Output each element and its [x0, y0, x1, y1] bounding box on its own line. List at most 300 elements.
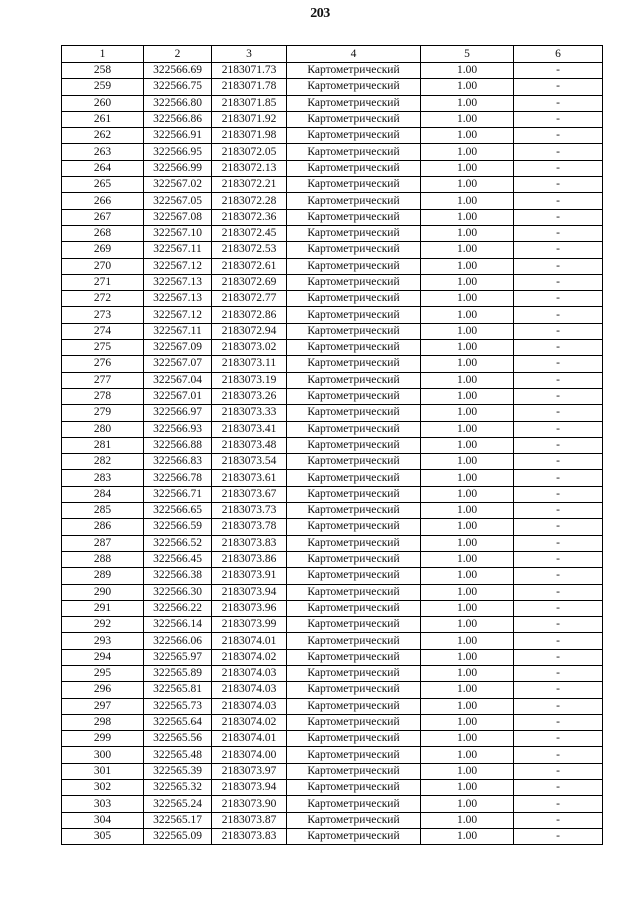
- method-cell: Картометрический: [287, 193, 421, 209]
- point-number-cell: 278: [62, 388, 144, 404]
- description-cell: -: [514, 665, 603, 681]
- method-cell: Картометрический: [287, 307, 421, 323]
- x-coordinate-cell: 322565.81: [144, 682, 212, 698]
- x-coordinate-cell: 322567.08: [144, 209, 212, 225]
- method-cell: Картометрический: [287, 63, 421, 79]
- point-number-cell: 299: [62, 731, 144, 747]
- table-row: [62, 323, 603, 339]
- accuracy-cell: 1.00: [421, 714, 514, 730]
- accuracy-cell: 1.00: [421, 193, 514, 209]
- y-coordinate-cell: 2183072.28: [212, 193, 287, 209]
- y-coordinate-cell: 2183071.92: [212, 111, 287, 127]
- description-cell: -: [514, 519, 603, 535]
- y-coordinate-cell: 2183073.73: [212, 503, 287, 519]
- table-row: [62, 682, 603, 698]
- y-coordinate-cell: 2183073.97: [212, 763, 287, 779]
- description-cell: -: [514, 828, 603, 844]
- table-row: [62, 649, 603, 665]
- header-row: [62, 46, 603, 63]
- x-coordinate-cell: 322565.24: [144, 796, 212, 812]
- accuracy-cell: 1.00: [421, 600, 514, 616]
- y-coordinate-cell: 2183073.91: [212, 568, 287, 584]
- x-coordinate-cell: 322566.65: [144, 503, 212, 519]
- table-row: [62, 617, 603, 633]
- table-row: [62, 63, 603, 79]
- description-cell: -: [514, 111, 603, 127]
- accuracy-cell: 1.00: [421, 160, 514, 176]
- point-number-cell: 274: [62, 323, 144, 339]
- x-coordinate-cell: 322566.30: [144, 584, 212, 600]
- x-coordinate-cell: 322567.13: [144, 274, 212, 290]
- point-number-cell: 263: [62, 144, 144, 160]
- y-coordinate-cell: 2183073.87: [212, 812, 287, 828]
- accuracy-cell: 1.00: [421, 584, 514, 600]
- description-cell: -: [514, 421, 603, 437]
- point-number-cell: 268: [62, 225, 144, 241]
- description-cell: -: [514, 177, 603, 193]
- table-row: [62, 584, 603, 600]
- x-coordinate-cell: 322565.73: [144, 698, 212, 714]
- point-number-cell: 300: [62, 747, 144, 763]
- column-header-2: 2: [144, 46, 212, 63]
- description-cell: -: [514, 584, 603, 600]
- column-header-3: 3: [212, 46, 287, 63]
- method-cell: Картометрический: [287, 812, 421, 828]
- accuracy-cell: 1.00: [421, 763, 514, 779]
- point-number-cell: 288: [62, 551, 144, 567]
- y-coordinate-cell: 2183073.19: [212, 372, 287, 388]
- table-row: [62, 372, 603, 388]
- point-number-cell: 290: [62, 584, 144, 600]
- point-number-cell: 280: [62, 421, 144, 437]
- accuracy-cell: 1.00: [421, 274, 514, 290]
- x-coordinate-cell: 322566.14: [144, 617, 212, 633]
- description-cell: -: [514, 79, 603, 95]
- description-cell: -: [514, 388, 603, 404]
- x-coordinate-cell: 322566.86: [144, 111, 212, 127]
- accuracy-cell: 1.00: [421, 649, 514, 665]
- description-cell: -: [514, 128, 603, 144]
- method-cell: Картометрический: [287, 323, 421, 339]
- y-coordinate-cell: 2183072.36: [212, 209, 287, 225]
- method-cell: Картометрический: [287, 470, 421, 486]
- x-coordinate-cell: 322566.45: [144, 551, 212, 567]
- table-row: [62, 503, 603, 519]
- point-number-cell: 279: [62, 405, 144, 421]
- x-coordinate-cell: 322566.69: [144, 63, 212, 79]
- description-cell: -: [514, 356, 603, 372]
- y-coordinate-cell: 2183073.94: [212, 584, 287, 600]
- accuracy-cell: 1.00: [421, 551, 514, 567]
- y-coordinate-cell: 2183071.98: [212, 128, 287, 144]
- method-cell: Картометрический: [287, 486, 421, 502]
- table-row: [62, 763, 603, 779]
- point-number-cell: 287: [62, 535, 144, 551]
- method-cell: Картометрический: [287, 454, 421, 470]
- x-coordinate-cell: 322567.02: [144, 177, 212, 193]
- accuracy-cell: 1.00: [421, 307, 514, 323]
- table-row: [62, 356, 603, 372]
- method-cell: Картометрический: [287, 682, 421, 698]
- description-cell: -: [514, 144, 603, 160]
- x-coordinate-cell: 322567.09: [144, 340, 212, 356]
- table-row: [62, 780, 603, 796]
- method-cell: Картометрический: [287, 763, 421, 779]
- description-cell: -: [514, 633, 603, 649]
- x-coordinate-cell: 322565.39: [144, 763, 212, 779]
- description-cell: -: [514, 714, 603, 730]
- point-number-cell: 264: [62, 160, 144, 176]
- y-coordinate-cell: 2183072.69: [212, 274, 287, 290]
- point-number-cell: 286: [62, 519, 144, 535]
- y-coordinate-cell: 2183073.54: [212, 454, 287, 470]
- point-number-cell: 305: [62, 828, 144, 844]
- x-coordinate-cell: 322566.52: [144, 535, 212, 551]
- description-cell: -: [514, 209, 603, 225]
- point-number-cell: 293: [62, 633, 144, 649]
- x-coordinate-cell: 322567.11: [144, 242, 212, 258]
- x-coordinate-cell: 322566.97: [144, 405, 212, 421]
- method-cell: Картометрический: [287, 144, 421, 160]
- x-coordinate-cell: 322567.13: [144, 291, 212, 307]
- method-cell: Картометрический: [287, 649, 421, 665]
- x-coordinate-cell: 322565.89: [144, 665, 212, 681]
- point-number-cell: 276: [62, 356, 144, 372]
- method-cell: Картометрический: [287, 291, 421, 307]
- x-coordinate-cell: 322566.22: [144, 600, 212, 616]
- method-cell: Картометрический: [287, 388, 421, 404]
- method-cell: Картометрический: [287, 600, 421, 616]
- table-row: [62, 828, 603, 844]
- y-coordinate-cell: 2183072.53: [212, 242, 287, 258]
- point-number-cell: 289: [62, 568, 144, 584]
- table-row: [62, 421, 603, 437]
- x-coordinate-cell: 322567.12: [144, 258, 212, 274]
- y-coordinate-cell: 2183074.03: [212, 665, 287, 681]
- table-row: [62, 193, 603, 209]
- table-row: [62, 535, 603, 551]
- description-cell: -: [514, 372, 603, 388]
- accuracy-cell: 1.00: [421, 437, 514, 453]
- table-row: [62, 796, 603, 812]
- x-coordinate-cell: 322565.48: [144, 747, 212, 763]
- method-cell: Картометрический: [287, 95, 421, 111]
- accuracy-cell: 1.00: [421, 682, 514, 698]
- table-row: [62, 258, 603, 274]
- method-cell: Картометрический: [287, 698, 421, 714]
- coordinates-table: [61, 45, 603, 845]
- table-row: [62, 551, 603, 567]
- description-cell: -: [514, 682, 603, 698]
- accuracy-cell: 1.00: [421, 568, 514, 584]
- x-coordinate-cell: 322565.17: [144, 812, 212, 828]
- point-number-cell: 298: [62, 714, 144, 730]
- point-number-cell: 282: [62, 454, 144, 470]
- accuracy-cell: 1.00: [421, 323, 514, 339]
- point-number-cell: 304: [62, 812, 144, 828]
- description-cell: -: [514, 405, 603, 421]
- y-coordinate-cell: 2183071.73: [212, 63, 287, 79]
- description-cell: -: [514, 763, 603, 779]
- table-row: [62, 160, 603, 176]
- y-coordinate-cell: 2183072.45: [212, 225, 287, 241]
- method-cell: Картометрический: [287, 274, 421, 290]
- accuracy-cell: 1.00: [421, 780, 514, 796]
- table-row: [62, 437, 603, 453]
- accuracy-cell: 1.00: [421, 128, 514, 144]
- description-cell: -: [514, 747, 603, 763]
- y-coordinate-cell: 2183073.83: [212, 828, 287, 844]
- accuracy-cell: 1.00: [421, 665, 514, 681]
- description-cell: -: [514, 95, 603, 111]
- description-cell: -: [514, 258, 603, 274]
- x-coordinate-cell: 322565.56: [144, 731, 212, 747]
- column-header-1: 1: [62, 46, 144, 63]
- y-coordinate-cell: 2183073.02: [212, 340, 287, 356]
- description-cell: -: [514, 731, 603, 747]
- table-row: [62, 209, 603, 225]
- x-coordinate-cell: 322567.05: [144, 193, 212, 209]
- y-coordinate-cell: 2183072.61: [212, 258, 287, 274]
- point-number-cell: 265: [62, 177, 144, 193]
- method-cell: Картометрический: [287, 796, 421, 812]
- x-coordinate-cell: 322566.59: [144, 519, 212, 535]
- method-cell: Картометрический: [287, 437, 421, 453]
- point-number-cell: 303: [62, 796, 144, 812]
- table-row: [62, 225, 603, 241]
- description-cell: -: [514, 291, 603, 307]
- y-coordinate-cell: 2183074.01: [212, 633, 287, 649]
- x-coordinate-cell: 322566.80: [144, 95, 212, 111]
- accuracy-cell: 1.00: [421, 828, 514, 844]
- accuracy-cell: 1.00: [421, 698, 514, 714]
- x-coordinate-cell: 322566.38: [144, 568, 212, 584]
- method-cell: Картометрический: [287, 177, 421, 193]
- method-cell: Картометрический: [287, 519, 421, 535]
- description-cell: -: [514, 307, 603, 323]
- table-row: [62, 812, 603, 828]
- accuracy-cell: 1.00: [421, 747, 514, 763]
- description-cell: -: [514, 486, 603, 502]
- x-coordinate-cell: 322566.83: [144, 454, 212, 470]
- description-cell: -: [514, 225, 603, 241]
- y-coordinate-cell: 2183073.99: [212, 617, 287, 633]
- y-coordinate-cell: 2183073.83: [212, 535, 287, 551]
- accuracy-cell: 1.00: [421, 95, 514, 111]
- description-cell: -: [514, 551, 603, 567]
- y-coordinate-cell: 2183072.86: [212, 307, 287, 323]
- table-row: [62, 665, 603, 681]
- table-row: [62, 388, 603, 404]
- accuracy-cell: 1.00: [421, 421, 514, 437]
- y-coordinate-cell: 2183073.96: [212, 600, 287, 616]
- table-row: [62, 600, 603, 616]
- method-cell: Картометрический: [287, 128, 421, 144]
- method-cell: Картометрический: [287, 242, 421, 258]
- method-cell: Картометрический: [287, 633, 421, 649]
- y-coordinate-cell: 2183072.21: [212, 177, 287, 193]
- column-header-4: 4: [287, 46, 421, 63]
- accuracy-cell: 1.00: [421, 340, 514, 356]
- accuracy-cell: 1.00: [421, 242, 514, 258]
- point-number-cell: 294: [62, 649, 144, 665]
- method-cell: Картометрический: [287, 209, 421, 225]
- point-number-cell: 260: [62, 95, 144, 111]
- method-cell: Картометрический: [287, 731, 421, 747]
- accuracy-cell: 1.00: [421, 486, 514, 502]
- description-cell: -: [514, 535, 603, 551]
- description-cell: -: [514, 617, 603, 633]
- point-number-cell: 291: [62, 600, 144, 616]
- method-cell: Картометрический: [287, 111, 421, 127]
- point-number-cell: 285: [62, 503, 144, 519]
- accuracy-cell: 1.00: [421, 796, 514, 812]
- accuracy-cell: 1.00: [421, 812, 514, 828]
- method-cell: Картометрический: [287, 551, 421, 567]
- method-cell: Картометрический: [287, 372, 421, 388]
- method-cell: Картометрический: [287, 665, 421, 681]
- table-row: [62, 714, 603, 730]
- description-cell: -: [514, 470, 603, 486]
- point-number-cell: 258: [62, 63, 144, 79]
- y-coordinate-cell: 2183074.00: [212, 747, 287, 763]
- x-coordinate-cell: 322565.64: [144, 714, 212, 730]
- method-cell: Картометрический: [287, 421, 421, 437]
- x-coordinate-cell: 322566.91: [144, 128, 212, 144]
- x-coordinate-cell: 322566.95: [144, 144, 212, 160]
- page-number: 203: [310, 6, 330, 21]
- point-number-cell: 270: [62, 258, 144, 274]
- table-row: [62, 747, 603, 763]
- y-coordinate-cell: 2183074.02: [212, 649, 287, 665]
- y-coordinate-cell: 2183074.01: [212, 731, 287, 747]
- point-number-cell: 261: [62, 111, 144, 127]
- x-coordinate-cell: 322566.78: [144, 470, 212, 486]
- point-number-cell: 266: [62, 193, 144, 209]
- accuracy-cell: 1.00: [421, 258, 514, 274]
- point-number-cell: 297: [62, 698, 144, 714]
- x-coordinate-cell: 322565.09: [144, 828, 212, 844]
- x-coordinate-cell: 322567.04: [144, 372, 212, 388]
- method-cell: Картометрический: [287, 258, 421, 274]
- table-row: [62, 698, 603, 714]
- method-cell: Картометрический: [287, 160, 421, 176]
- point-number-cell: 284: [62, 486, 144, 502]
- table-body: [62, 63, 603, 845]
- accuracy-cell: 1.00: [421, 209, 514, 225]
- accuracy-cell: 1.00: [421, 405, 514, 421]
- point-number-cell: 281: [62, 437, 144, 453]
- accuracy-cell: 1.00: [421, 535, 514, 551]
- accuracy-cell: 1.00: [421, 177, 514, 193]
- description-cell: -: [514, 274, 603, 290]
- description-cell: -: [514, 160, 603, 176]
- point-number-cell: 271: [62, 274, 144, 290]
- method-cell: Картометрический: [287, 780, 421, 796]
- y-coordinate-cell: 2183072.77: [212, 291, 287, 307]
- table-row: [62, 568, 603, 584]
- point-number-cell: 273: [62, 307, 144, 323]
- description-cell: -: [514, 796, 603, 812]
- method-cell: Картометрический: [287, 225, 421, 241]
- description-cell: -: [514, 568, 603, 584]
- x-coordinate-cell: 322566.93: [144, 421, 212, 437]
- table-row: [62, 486, 603, 502]
- description-cell: -: [514, 340, 603, 356]
- accuracy-cell: 1.00: [421, 617, 514, 633]
- y-coordinate-cell: 2183073.94: [212, 780, 287, 796]
- accuracy-cell: 1.00: [421, 356, 514, 372]
- method-cell: Картометрический: [287, 828, 421, 844]
- table-row: [62, 177, 603, 193]
- table-row: [62, 470, 603, 486]
- y-coordinate-cell: 2183074.03: [212, 698, 287, 714]
- x-coordinate-cell: 322566.06: [144, 633, 212, 649]
- x-coordinate-cell: 322565.32: [144, 780, 212, 796]
- accuracy-cell: 1.00: [421, 111, 514, 127]
- point-number-cell: 302: [62, 780, 144, 796]
- accuracy-cell: 1.00: [421, 470, 514, 486]
- point-number-cell: 267: [62, 209, 144, 225]
- x-coordinate-cell: 322566.99: [144, 160, 212, 176]
- description-cell: -: [514, 193, 603, 209]
- table-row: [62, 731, 603, 747]
- accuracy-cell: 1.00: [421, 731, 514, 747]
- accuracy-cell: 1.00: [421, 388, 514, 404]
- table-row: [62, 79, 603, 95]
- method-cell: Картометрический: [287, 79, 421, 95]
- point-number-cell: 272: [62, 291, 144, 307]
- point-number-cell: 269: [62, 242, 144, 258]
- point-number-cell: 296: [62, 682, 144, 698]
- point-number-cell: 292: [62, 617, 144, 633]
- column-header-5: 5: [421, 46, 514, 63]
- description-cell: -: [514, 63, 603, 79]
- accuracy-cell: 1.00: [421, 454, 514, 470]
- x-coordinate-cell: 322566.88: [144, 437, 212, 453]
- table-header: [62, 46, 603, 63]
- method-cell: Картометрический: [287, 568, 421, 584]
- y-coordinate-cell: 2183073.67: [212, 486, 287, 502]
- method-cell: Картометрический: [287, 356, 421, 372]
- x-coordinate-cell: 322565.97: [144, 649, 212, 665]
- y-coordinate-cell: 2183073.11: [212, 356, 287, 372]
- description-cell: -: [514, 698, 603, 714]
- table-row: [62, 454, 603, 470]
- table-row: [62, 111, 603, 127]
- x-coordinate-cell: 322567.12: [144, 307, 212, 323]
- point-number-cell: 277: [62, 372, 144, 388]
- y-coordinate-cell: 2183074.03: [212, 682, 287, 698]
- method-cell: Картометрический: [287, 584, 421, 600]
- point-number-cell: 295: [62, 665, 144, 681]
- table-row: [62, 405, 603, 421]
- point-number-cell: 262: [62, 128, 144, 144]
- y-coordinate-cell: 2183073.48: [212, 437, 287, 453]
- accuracy-cell: 1.00: [421, 63, 514, 79]
- method-cell: Картометрический: [287, 617, 421, 633]
- table-row: [62, 291, 603, 307]
- description-cell: -: [514, 812, 603, 828]
- table-row: [62, 633, 603, 649]
- accuracy-cell: 1.00: [421, 633, 514, 649]
- table-row: [62, 274, 603, 290]
- x-coordinate-cell: 322567.01: [144, 388, 212, 404]
- description-cell: -: [514, 323, 603, 339]
- method-cell: Картометрический: [287, 714, 421, 730]
- table-row: [62, 340, 603, 356]
- x-coordinate-cell: 322566.75: [144, 79, 212, 95]
